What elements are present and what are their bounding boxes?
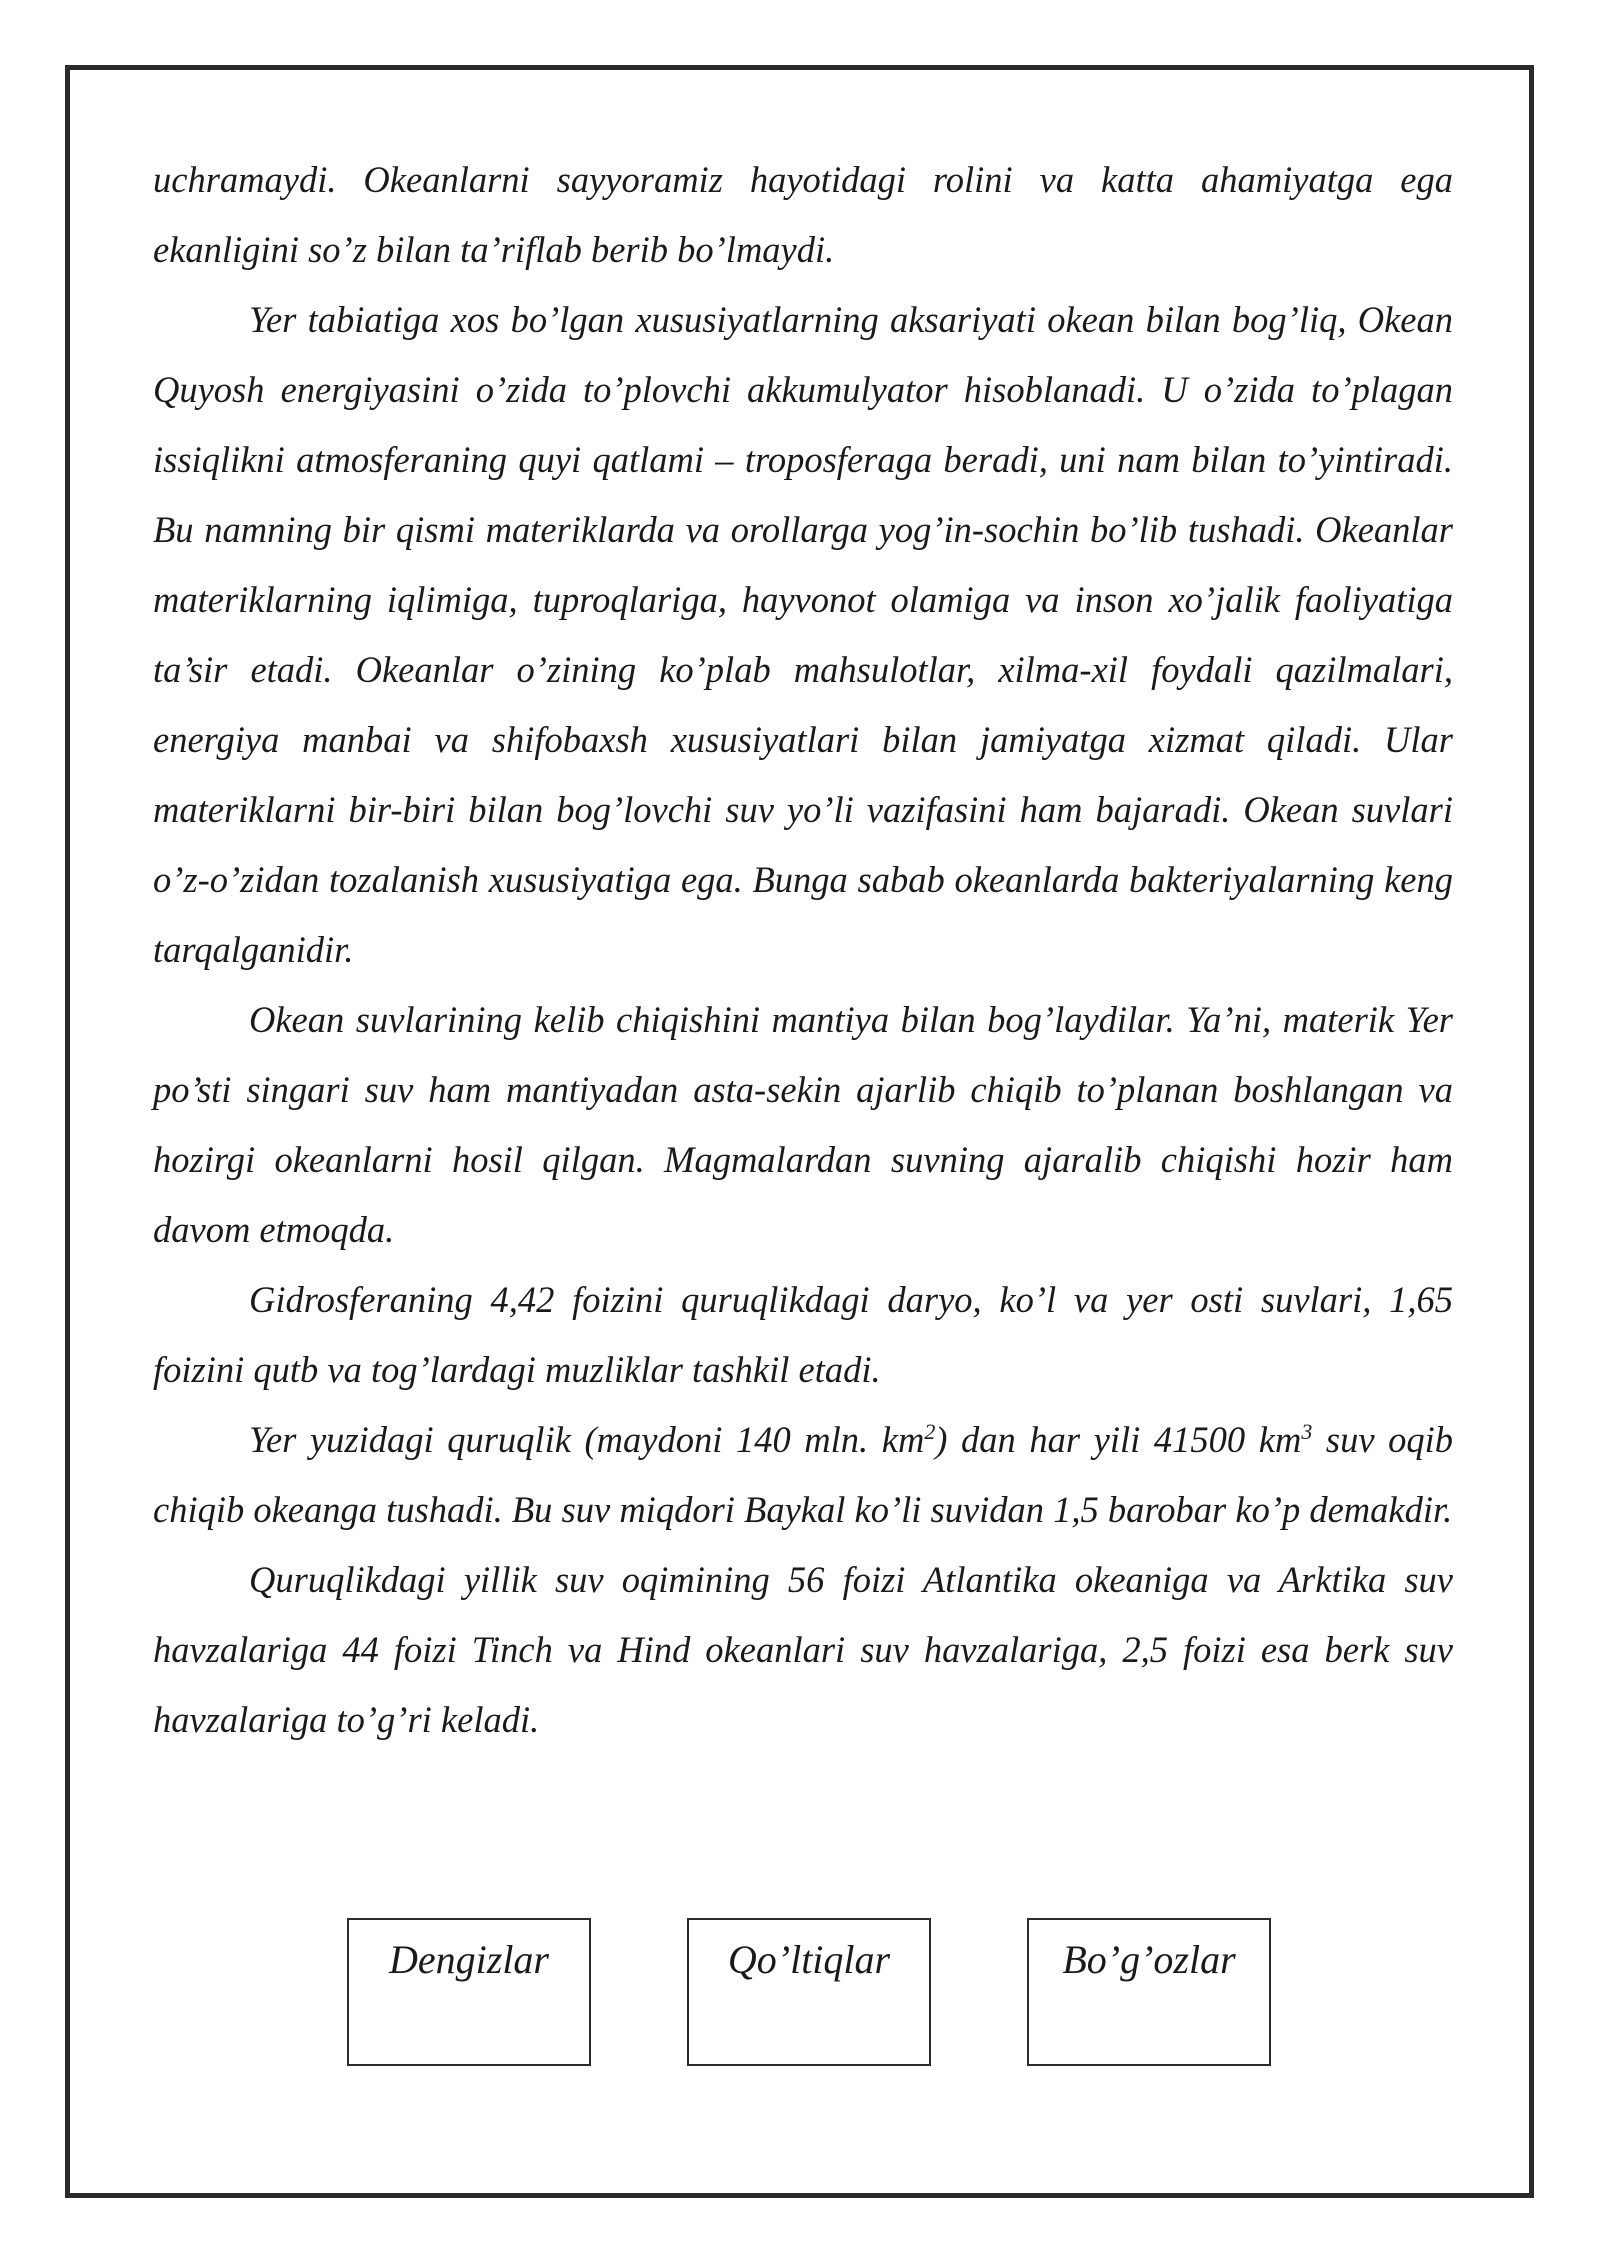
paragraph-ocean-origin: Okean suvlarining kelib chiqishini mantiya bilan bog’laydilar. Ya’ni, materik Yer po’sti singari suv ham mantiyadan asta-sekin ajarlib chiqib to’planan boshlangan va hozirgi okeanlarni hosil qilgan. Magmalardan suvning ajaralib chiqishi hozir ham davom etmoqda.	[153, 999, 1453, 1250]
term-box-seas: Dengizlar	[347, 1918, 591, 2066]
runoff-text-2: ) dan har yili 41500 km	[935, 1419, 1302, 1460]
runoff-text-1: Yer yuzidagi quruqlik (maydoni 140 mln. km	[249, 1419, 925, 1460]
paragraph-annual-flow: Quruqlikdagi yillik suv oqimining 56 foizi Atlantika okeaniga va Arktika suv havzalariga 44 foizi Tinch va Hind okeanlari suv havzalariga, 2,5 foizi esa berk suv havzalariga to’g’ri keladi.	[153, 1559, 1453, 1740]
runoff-text-3: suv oqib chiqib okeanga tushadi. Bu suv miqdori Baykal ko’li suvidan 1,5 barobar ko’p demakdir.	[153, 1419, 1453, 1530]
superscript-2: 2	[924, 1418, 936, 1444]
superscript-3: 3	[1301, 1418, 1313, 1444]
term-box-gulfs: Qo’ltiqlar	[687, 1918, 931, 2066]
paragraph-hydrosphere: Gidrosferaning 4,42 foizini quruqlikdagi daryo, ko’l va yer osti suvlari, 1,65 foizini qutb va tog’lardagi muzliklar tashkil etadi.	[153, 1279, 1453, 1390]
paragraph-land-runoff	[153, 1405, 1453, 1545]
term-box-straits: Bo’g’ozlar	[1027, 1918, 1271, 2066]
term-boxes	[0, 1918, 1600, 2068]
document-body	[153, 145, 1453, 1755]
paragraph-continuation: uchramaydi. Okeanlarni sayyoramiz hayotidagi rolini va katta ahamiyatga ega ekanligini so’z bilan ta’riflab berib bo’lmaydi.	[153, 159, 1453, 270]
paragraph-ocean-role: Yer tabiatiga xos bo’lgan xususiyatlarning aksariyati okean bilan bog’liq, Okean Quyosh energiyasini o’zida to’plovchi akkumulyator hisoblanadi. U o’zida to’plagan issiqlikni atmosferaning quyi qatlami – troposferaga beradi, uni nam bilan to’yintiradi. Bu namning bir qismi materiklarda va orollarga yog’in-sochin bo’lib tushadi. Okeanlar materiklarning iqlimiga, tuproqlariga, hayvonot olamiga va inson xo’jalik faoliyatiga ta’sir etadi. Okeanlar o’zining ko’plab mahsulotlar, xilma-xil foydali qazilmalari, energiya manbai va shifobaxsh xususiyatlari bilan jamiyatga xizmat qiladi. Ular materiklarni bir-biri bilan bog’lovchi suv yo’li vazifasini ham bajaradi. Okean suvlari o’z-o’zidan tozalanish xususiyatiga ega. Bunga sabab okeanlarda bakteriyalarning keng tarqalganidir.	[153, 299, 1453, 970]
